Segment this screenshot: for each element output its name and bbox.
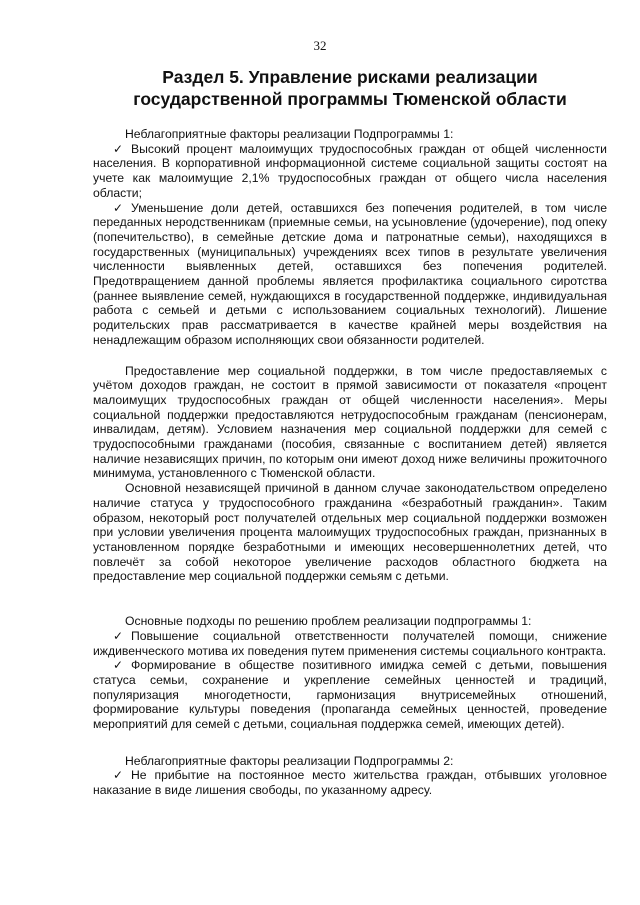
section1-heading: Неблагоприятные факторы реализации Подпрограммы 1: bbox=[125, 127, 454, 141]
document-body bbox=[93, 127, 607, 798]
section2-item-2-text: Формирование в обществе позитивного имиджа семей с детьми, повышения статуса семьи, сохранение и укрепление семейных ценностей и традиций, популяризация многодетности, гармонизация внутрисемейных отношений, формирование культуры поведения (пропаганда семейных ценностей, проведение мероприятий для семей с детьми, социальная поддержка семей, имеющих детей). bbox=[93, 658, 607, 732]
section-title: Раздел 5. Управление рисками реализации государственной программы Тюменской области bbox=[133, 67, 567, 109]
section1-item-2 bbox=[93, 201, 607, 348]
section1-item-1-text: Высокий процент малоимущих трудоспособных граждан от общей численности населения. В корпоративной информационной системе социальной защиты состоят на учете как малоимущие 2,1% трудоспособных граждан от общего числа населения области; bbox=[93, 141, 607, 200]
check-mark-icon: ✓ bbox=[113, 768, 124, 783]
section1-item-2-text: Уменьшение доли детей, оставшихся без попечения родителей, в том числе переданных неродственникам (приемные семьи, на усыновление (удочерение), под опеку (попечительство), в семейные детские дома и патронатные семьи), находящихся в государственных (муниципальных) учреждениях всех типов в результате увеличения численности выявленных детей, оставшихся без попечения родителей. Предотвращением данной проблемы является профилактика социального сиротства (раннее выявление семей, нуждающихся в государственной поддержке, индивидуальная работа с семьей и детьми с использованием социальных технологий). Лишение родительских прав рассматривается в качестве крайней меры воздействия на ненадлежащим образом исполняющих свои обязанности родителей. bbox=[93, 200, 607, 347]
section2-item-1 bbox=[93, 629, 607, 658]
paragraph-2: Основной независящей причиной в данном случае законодательством определено наличие статуса у трудоспособного гражданина «безработный гражданин». Таким образом, некоторый рост получателей отдельных мер социальной поддержки возможен при условии увеличения процента малоимущих трудоспособных граждан, признанных в установленном порядке безработными и имеющих несовершеннолетних детей, что повлечёт за собой некоторое увеличение расходов областного бюджета на предоставление мер социальной поддержки семьям с детьми. bbox=[93, 481, 607, 584]
check-mark-icon: ✓ bbox=[113, 141, 124, 156]
check-mark-icon: ✓ bbox=[113, 200, 124, 215]
paragraph-1: Предоставление мер социальной поддержки, в том числе предоставляемых с учётом доходов граждан, не состоит в прямой зависимости от показателя «процент малоимущих трудоспособных граждан от общей численности населения». Меры социальной поддержки предоставляются нетрудоспособным гражданам (пенсионерам, инвалидам, детям). Условием назначения мер социальной поддержки для семей с трудоспособными гражданами (пособия, связанные с воспитанием детей) является наличие независящих причин, по которым они имеют доход ниже величины прожиточного минимума, установленного с Тюменской области. bbox=[93, 363, 607, 481]
section2-item-1-text: Повышение социальной ответственности получателей помощи, снижение иждивенческого мотива их поведения путем применения системы социального контракта. bbox=[93, 628, 607, 658]
section3-item-1-text: Не прибытие на постоянное место жительства граждан, отбывших уголовное наказание в виде лишения свободы, по указанному адресу. bbox=[93, 768, 607, 798]
section3-heading: Неблагоприятные факторы реализации Подпрограммы 2: bbox=[125, 753, 454, 768]
check-mark-icon: ✓ bbox=[113, 658, 124, 673]
section3-item-1 bbox=[93, 768, 607, 797]
section2-item-2 bbox=[93, 658, 607, 732]
page-number: 32 bbox=[313, 38, 327, 53]
section1-item-1 bbox=[93, 142, 607, 201]
check-mark-icon: ✓ bbox=[113, 628, 124, 643]
section2-heading: Основные подходы по решению проблем реализации подпрограммы 1: bbox=[125, 614, 532, 629]
